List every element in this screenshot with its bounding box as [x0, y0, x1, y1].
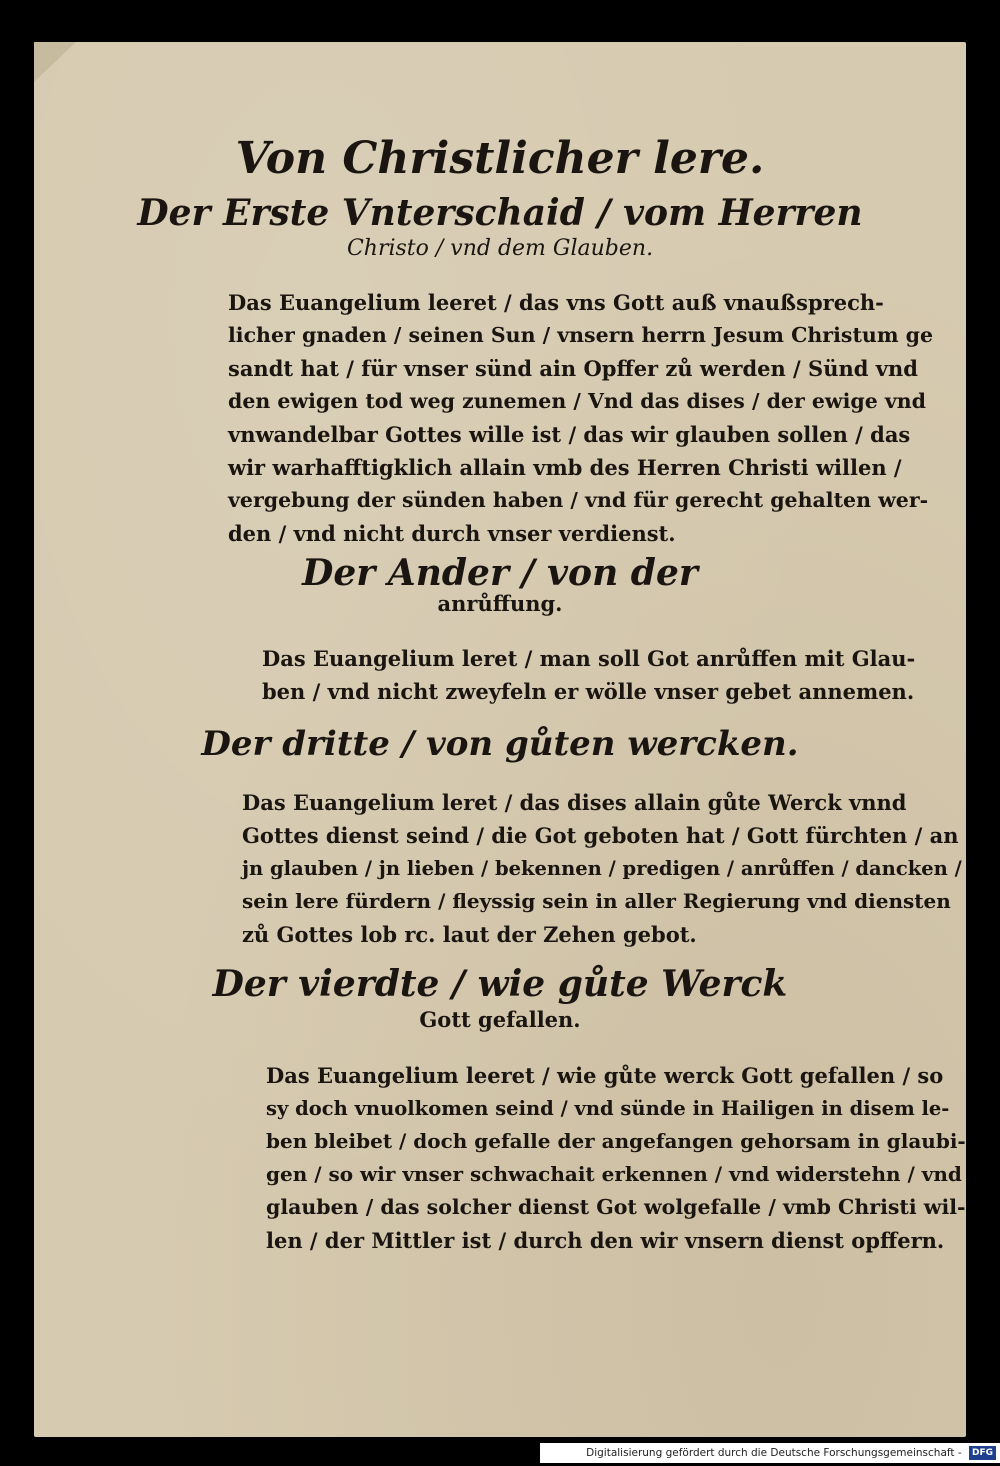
- section-3-text: [242, 786, 962, 951]
- page-title: Von Christlicher lere.: [235, 133, 765, 184]
- text-line: ben / vnd nicht zweyfeln er wölle vnser gebet annemen.: [262, 679, 915, 704]
- heading-4-line-1: Der vierdte / wie gůte Werck: [212, 963, 788, 1005]
- text-line: den ewigen tod weg zunemen / Vnd das dises / der ewige vnd: [228, 389, 927, 413]
- text-line: vnwandelbar Gottes wille ist / das wir glauben sollen / das: [228, 422, 911, 447]
- heading-2-line-1: Der Ander / von der: [302, 552, 698, 594]
- dfg-logo: DFG: [969, 1446, 996, 1460]
- text-line: gen / so wir vnser schwachait erkennen / vnd widerstehn / vnd: [266, 1162, 962, 1186]
- text-line: glauben / das solcher dienst Got wolgefalle / vmb Christi wil-: [266, 1195, 966, 1219]
- subtitle-line-2: Christo / vnd dem Glauben.: [346, 236, 654, 261]
- text-line: Das Euangelium leeret / das vns Gott auß vnaußsprech-: [228, 290, 884, 315]
- text-line: sein lere fürdern / fleyssig sein in aller Regierung vnd diensten: [242, 889, 951, 913]
- footer-text: Digitalisierung gefördert durch die Deutsche Forschungsgemeinschaft -: [586, 1447, 962, 1459]
- text-line: Gottes dienst seind / die Got geboten hat / Gott fürchten / an: [242, 823, 959, 848]
- text-line: Das Euangelium leret / das dises allain gůte Werck vnnd: [242, 790, 907, 815]
- text-line: licher gnaden / seinen Sun / vnsern herrn Jesum Christum ge: [228, 323, 934, 347]
- funding-footer: [540, 1443, 1000, 1463]
- heading-3: Der dritte / von gůten wercken.: [201, 724, 799, 764]
- text-line: vergebung der sünden haben / vnd für gerecht gehalten wer-: [228, 488, 929, 512]
- section-2-text: [262, 642, 962, 708]
- subtitle-line-1: Der Erste Vnterschaid / vom Herren: [137, 192, 863, 234]
- text-line: ben bleibet / doch gefalle der angefangen gehorsam in glaubi-: [266, 1129, 966, 1153]
- text-line: den / vnd nicht durch vnser verdienst.: [228, 521, 676, 546]
- text-line: zů Gottes lob rc. laut der Zehen gebot.: [242, 922, 697, 947]
- heading-2-line-2: anrůffung.: [437, 591, 563, 616]
- heading-4-line-2: Gott gefallen.: [419, 1007, 581, 1032]
- text-line: Das Euangelium leret / man soll Got anrůffen mit Glau-: [262, 646, 916, 671]
- text-line: len / der Mittler ist / durch den wir vnsern dienst opffern.: [266, 1228, 945, 1253]
- text-line: jn glauben / jn lieben / bekennen / predigen / anrůffen / dancken /: [242, 857, 962, 880]
- text-line: sy doch vnuolkomen seind / vnd sünde in Hailigen in disem le-: [266, 1097, 950, 1120]
- text-line: Das Euangelium leeret / wie gůte werck Gott gefallen / so: [266, 1063, 944, 1088]
- section-1-text: [228, 286, 940, 550]
- text-line: wir warhafftigklich allain vmb des Herren Christi willen /: [228, 455, 902, 480]
- section-4-text: [266, 1059, 966, 1257]
- text-line: sandt hat / für vnser sünd ain Opffer zů werden / Sünd vnd: [228, 356, 918, 381]
